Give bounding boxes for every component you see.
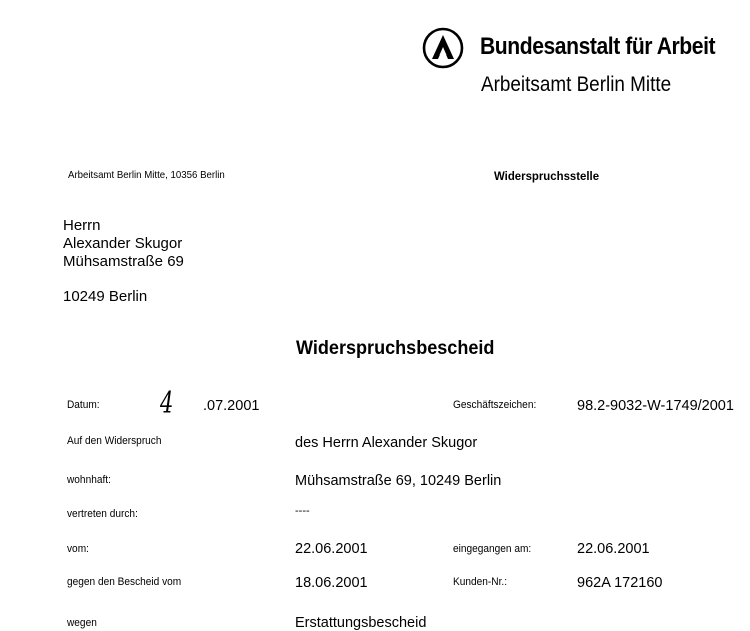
organization-name: Bundesanstalt für Arbeit	[480, 33, 716, 60]
residence-label: wohnhaft:	[67, 474, 111, 486]
subject-label: wegen	[67, 617, 97, 629]
recipient-salutation: Herrn	[63, 217, 101, 234]
date-value: .07.2001	[203, 398, 260, 414]
received-label: eingegangen am:	[453, 543, 532, 555]
return-address: Arbeitsamt Berlin Mitte, 10356 Berlin	[68, 169, 225, 181]
reference-label: Geschäftszeichen:	[453, 399, 537, 411]
objection-date-label: vom:	[67, 543, 89, 555]
date-label: Datum:	[67, 399, 100, 411]
objection-value: des Herrn Alexander Skugor	[295, 435, 478, 451]
reference-value: 98.2-9032-W-1749/2001	[577, 398, 734, 414]
objection-label: Auf den Widerspruch	[67, 435, 162, 447]
subject-value: Erstattungsbescheid	[295, 615, 427, 631]
customer-number-label: Kunden-Nr.:	[453, 576, 508, 588]
notice-date-label: gegen den Bescheid vom	[67, 576, 182, 588]
department-name: Widerspruchsstelle	[494, 169, 600, 183]
bundesanstalt-fuer-arbeit-logo-icon	[422, 27, 464, 69]
notice-date-value: 18.06.2001	[295, 575, 368, 591]
objection-date-value: 22.06.2001	[295, 541, 368, 557]
recipient-street: Mühsamstraße 69	[63, 253, 184, 270]
recipient-name: Alexander Skugor	[63, 235, 183, 252]
office-name: Arbeitsamt Berlin Mitte	[481, 73, 672, 96]
recipient-city: 10249 Berlin	[63, 288, 148, 305]
document-title: Widerspruchsbescheid	[296, 338, 495, 359]
received-value: 22.06.2001	[577, 541, 650, 557]
represented-by-value: ----	[295, 505, 310, 517]
residence-value: Mühsamstraße 69, 10249 Berlin	[295, 473, 502, 489]
represented-by-label: vertreten durch:	[67, 508, 138, 520]
date-day-handwritten: 4	[160, 386, 174, 421]
customer-number-value: 962A 172160	[577, 575, 663, 591]
